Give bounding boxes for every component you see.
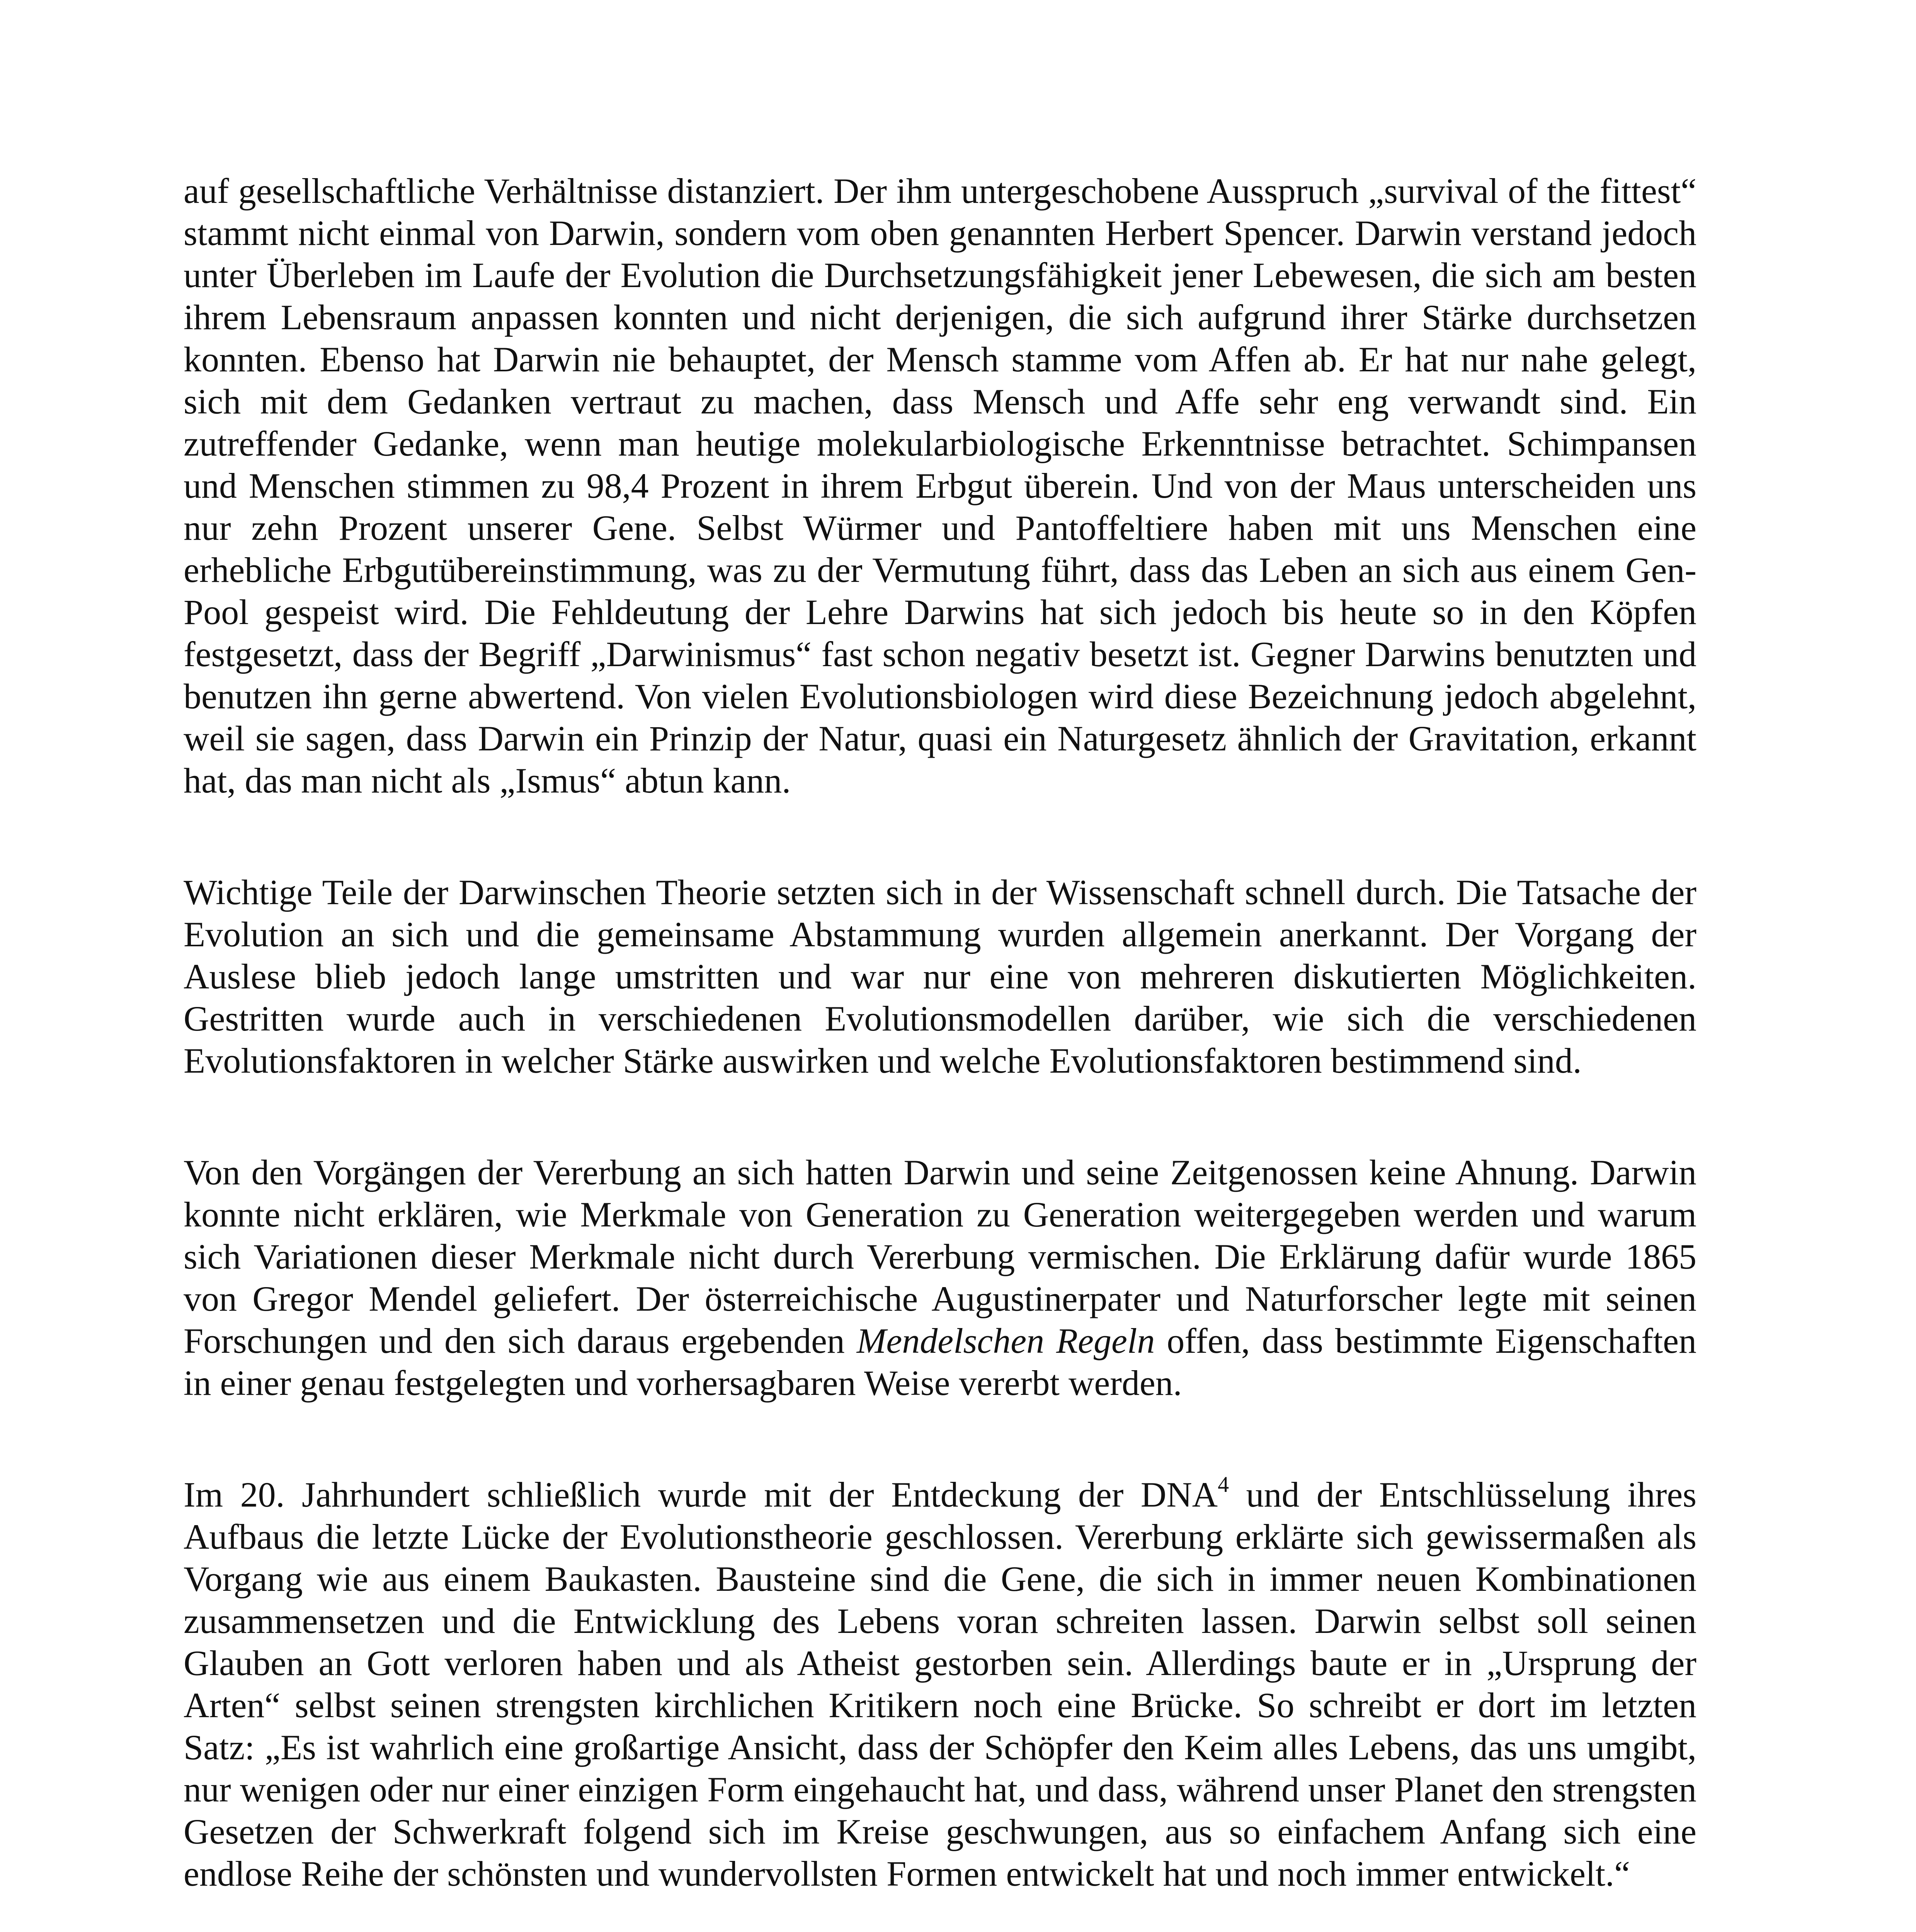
paragraph-4-text-start: Im 20. Jahrhundert schließlich wurde mit der Entdeckung der DNA	[184, 1475, 1218, 1514]
mendel-rules-term: Mendelschen Regeln	[856, 1321, 1155, 1361]
footnote-reference[interactable]: 4	[1218, 1472, 1229, 1497]
paragraph-3-text-end: offen, dass bestimmte Eigenschaften in einer genau festgelegten und vorhersagbaren Weise vererbt werden.	[184, 1321, 1696, 1403]
main-text	[184, 170, 1696, 1895]
paragraph-3	[184, 1151, 1696, 1404]
paragraph-1: auf gesellschaftliche Verhältnisse distanziert. Der ihm untergeschobene Ausspruch „survival of the fittest“ stammt nicht einmal von Darwin, sondern vom oben genannten Herbert Spencer. Darwin verstand jedoch unter Überleben im Laufe der Evolution die Durchsetzungsfähigkeit jener Lebewesen, die sich am besten ihrem Lebensraum anpassen konnten und nicht derjenigen, die sich aufgrund ihrer Stärke durchsetzen konnten. Ebenso hat Darwin nie behauptet, der Mensch stamme vom Affen ab. Er hat nur nahe gelegt, sich mit dem Gedanken vertraut zu machen, dass Mensch und Affe sehr eng verwandt sind. Ein zutreffender Gedanke, wenn man heutige molekularbiologische Erkenntnisse betrachtet. Schimpansen und Menschen stimmen zu 98,4 Prozent in ihrem Erbgut überein. Und von der Maus unterscheiden uns nur zehn Prozent unserer Gene. Selbst Würmer und Pantoffeltiere haben mit uns Menschen eine erhebliche Erbgutübereinstimmung, was zu der Vermutung führt, dass das Leben an sich aus einem Gen-Pool gespeist wird. Die Fehldeutung der Lehre Darwins hat sich jedoch bis heute so in den Köpfen festgesetzt, dass der Begriff „Darwinismus“ fast schon negativ besetzt ist. Gegner Darwins benutzten und benutzen ihn gerne abwertend. Von vielen Evolutionsbiologen wird diese Bezeichnung jedoch abgelehnt, weil sie sagen, dass Darwin ein Prinzip der Natur, quasi ein Naturgesetz ähnlich der Gravitation, erkannt hat, das man nicht als „Ismus“ abtun kann.	[184, 171, 1696, 800]
paragraph-2: Wichtige Teile der Darwinschen Theorie setzten sich in der Wissenschaft schnell durch. Die Tatsache der Evolution an sich und die gemeinsame Abstammung wurden allgemein anerkannt. Der Vorgang der Auslese blieb jedoch lange umstritten und war nur eine von mehreren diskutierten Möglichkeiten. Gestritten wurde auch in verschiedenen Evolutionsmodellen darüber, wie sich die verschiedenen Evolutionsfaktoren in welcher Stärke auswirken und welche Evolutionsfaktoren bestimmend sind.	[184, 872, 1696, 1080]
paragraph-4-text-end: und der Entschlüsselung ihres Aufbaus die letzte Lücke der Evolutionstheorie geschlossen. Vererbung erklärte sich gewissermaßen als Vorgang wie aus einem Baukasten. Bausteine sind die Gene, die sich in immer neuen Kombinationen zusammensetzen und die Entwicklung des Lebens voran schreiten lassen. Darwin selbst soll seinen Glauben an Gott verloren haben und als Atheist gestorben sein. Allerdings baute er in „Ursprung der Arten“ selbst seinen strengsten kirchlichen Kritikern noch eine Brücke. So schreibt er dort im letzten Satz: „Es ist wahrlich eine großartige Ansicht, dass der Schöpfer den Keim alles Lebens, das uns umgibt, nur wenigen oder nur einer einzigen Form eingehaucht hat, und dass, während unser Planet den strengsten Gesetzen der Schwerkraft folgend sich im Kreise geschwungen, aus so einfachem Anfang sich eine endlose Reihe der schönsten und wundervollsten Formen entwickelt hat und noch immer entwickelt.“	[184, 1475, 1697, 1893]
paragraph-3-text-start: Von den Vorgängen der Vererbung an sich hatten Darwin und seine Zeitgenossen keine Ahnung. Darwin konnte nicht erklären, wie Merkmale von Generation zu Generation weitergegeben werden und warum sich Variationen dieser Merkmale nicht durch Vererbung vermischen. Die Erklärung dafür wurde 1865 von Gregor Mendel geliefert. Der österreichische Augustinerpater und Naturforscher legte mit seinen Forschungen und den sich daraus ergebenden	[184, 1153, 1696, 1361]
paragraph-4	[184, 1474, 1696, 1895]
